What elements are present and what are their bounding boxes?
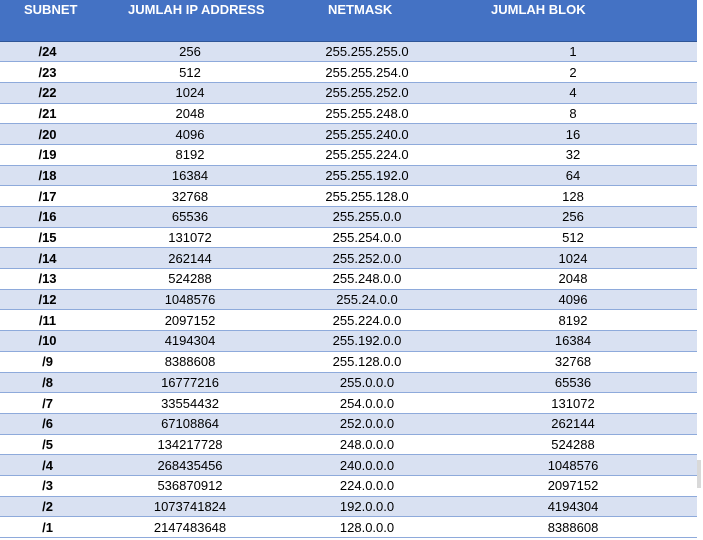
cell-ip-count: 536870912 xyxy=(95,475,285,496)
cell-subnet: /22 xyxy=(0,82,95,103)
cell-ip-count: 8192 xyxy=(95,144,285,165)
cell-netmask: 255.255.192.0 xyxy=(285,165,449,186)
cell-netmask: 255.255.248.0 xyxy=(285,103,449,124)
cell-subnet: /7 xyxy=(0,393,95,414)
table-row xyxy=(0,248,697,269)
table-row xyxy=(0,413,697,434)
cell-subnet: /20 xyxy=(0,124,95,145)
scrollbar-thumb[interactable] xyxy=(697,460,701,488)
cell-block-count: 131072 xyxy=(449,393,697,414)
header-row xyxy=(0,0,697,41)
cell-netmask: 248.0.0.0 xyxy=(285,434,449,455)
table-row xyxy=(0,103,697,124)
cell-subnet: /8 xyxy=(0,372,95,393)
cell-subnet: /5 xyxy=(0,434,95,455)
cell-netmask: 255.255.240.0 xyxy=(285,124,449,145)
table-row xyxy=(0,62,697,83)
cell-block-count: 8388608 xyxy=(449,517,697,538)
cell-netmask: 252.0.0.0 xyxy=(285,413,449,434)
table-row xyxy=(0,351,697,372)
cell-block-count: 262144 xyxy=(449,413,697,434)
cell-netmask: 224.0.0.0 xyxy=(285,475,449,496)
cell-block-count: 16 xyxy=(449,124,697,145)
cell-block-count: 64 xyxy=(449,165,697,186)
cell-netmask: 255.24.0.0 xyxy=(285,289,449,310)
table-row xyxy=(0,310,697,331)
table-row xyxy=(0,144,697,165)
cell-ip-count: 512 xyxy=(95,62,285,83)
table-row xyxy=(0,434,697,455)
cell-ip-count: 256 xyxy=(95,41,285,62)
cell-subnet: /21 xyxy=(0,103,95,124)
cell-netmask: 255.255.255.0 xyxy=(285,41,449,62)
cell-block-count: 8 xyxy=(449,103,697,124)
cell-netmask: 255.248.0.0 xyxy=(285,269,449,290)
cell-subnet: /19 xyxy=(0,144,95,165)
cell-ip-count: 2048 xyxy=(95,103,285,124)
cell-block-count: 8192 xyxy=(449,310,697,331)
cell-subnet: /23 xyxy=(0,62,95,83)
header-subnet: SUBNET xyxy=(0,0,95,41)
cell-block-count: 4 xyxy=(449,82,697,103)
vertical-scrollbar[interactable] xyxy=(697,41,703,540)
table-row xyxy=(0,165,697,186)
cell-ip-count: 4194304 xyxy=(95,331,285,352)
cell-block-count: 1048576 xyxy=(449,455,697,476)
table-row xyxy=(0,269,697,290)
cell-block-count: 256 xyxy=(449,207,697,228)
cell-ip-count: 33554432 xyxy=(95,393,285,414)
cell-subnet: /18 xyxy=(0,165,95,186)
cell-netmask: 255.255.252.0 xyxy=(285,82,449,103)
cell-netmask: 128.0.0.0 xyxy=(285,517,449,538)
cell-netmask: 240.0.0.0 xyxy=(285,455,449,476)
cell-netmask: 255.255.224.0 xyxy=(285,144,449,165)
cell-netmask: 255.224.0.0 xyxy=(285,310,449,331)
cell-block-count: 32768 xyxy=(449,351,697,372)
table-row xyxy=(0,289,697,310)
cell-netmask: 255.252.0.0 xyxy=(285,248,449,269)
cell-netmask: 255.255.254.0 xyxy=(285,62,449,83)
cell-netmask: 255.128.0.0 xyxy=(285,351,449,372)
cell-ip-count: 4096 xyxy=(95,124,285,145)
cell-subnet: /1 xyxy=(0,517,95,538)
cell-subnet: /2 xyxy=(0,496,95,517)
cell-netmask: 255.255.128.0 xyxy=(285,186,449,207)
cell-block-count: 65536 xyxy=(449,372,697,393)
cell-ip-count: 8388608 xyxy=(95,351,285,372)
cell-subnet: /3 xyxy=(0,475,95,496)
table-body xyxy=(0,41,697,538)
table-row xyxy=(0,517,697,538)
cell-subnet: /14 xyxy=(0,248,95,269)
cell-ip-count: 16777216 xyxy=(95,372,285,393)
table-row xyxy=(0,475,697,496)
cell-netmask: 192.0.0.0 xyxy=(285,496,449,517)
cell-block-count: 128 xyxy=(449,186,697,207)
cell-subnet: /24 xyxy=(0,41,95,62)
table-row xyxy=(0,41,697,62)
cell-netmask: 255.254.0.0 xyxy=(285,227,449,248)
table-header xyxy=(0,0,697,41)
cell-block-count: 2097152 xyxy=(449,475,697,496)
cell-subnet: /12 xyxy=(0,289,95,310)
cell-block-count: 32 xyxy=(449,144,697,165)
table-row xyxy=(0,186,697,207)
table-row xyxy=(0,372,697,393)
cell-ip-count: 2097152 xyxy=(95,310,285,331)
cell-block-count: 1 xyxy=(449,41,697,62)
table-row xyxy=(0,207,697,228)
cell-block-count: 2048 xyxy=(449,269,697,290)
cell-subnet: /13 xyxy=(0,269,95,290)
cell-subnet: /6 xyxy=(0,413,95,434)
cell-block-count: 524288 xyxy=(449,434,697,455)
cell-netmask: 255.0.0.0 xyxy=(285,372,449,393)
cell-ip-count: 67108864 xyxy=(95,413,285,434)
cell-ip-count: 16384 xyxy=(95,165,285,186)
cell-netmask: 255.192.0.0 xyxy=(285,331,449,352)
cell-subnet: /11 xyxy=(0,310,95,331)
cell-subnet: /10 xyxy=(0,331,95,352)
table-row xyxy=(0,227,697,248)
cell-ip-count: 2147483648 xyxy=(95,517,285,538)
table-row xyxy=(0,124,697,145)
table-row xyxy=(0,331,697,352)
cell-ip-count: 1024 xyxy=(95,82,285,103)
cell-ip-count: 131072 xyxy=(95,227,285,248)
cell-ip-count: 1048576 xyxy=(95,289,285,310)
table-row xyxy=(0,496,697,517)
table-row xyxy=(0,82,697,103)
cell-block-count: 4096 xyxy=(449,289,697,310)
cell-subnet: /17 xyxy=(0,186,95,207)
cell-ip-count: 1073741824 xyxy=(95,496,285,517)
cell-netmask: 254.0.0.0 xyxy=(285,393,449,414)
cell-subnet: /15 xyxy=(0,227,95,248)
header-block-count: JUMLAH BLOK xyxy=(449,0,697,41)
cell-block-count: 512 xyxy=(449,227,697,248)
cell-block-count: 2 xyxy=(449,62,697,83)
cell-ip-count: 524288 xyxy=(95,269,285,290)
cell-ip-count: 262144 xyxy=(95,248,285,269)
cell-block-count: 16384 xyxy=(449,331,697,352)
cell-netmask: 255.255.0.0 xyxy=(285,207,449,228)
cell-ip-count: 65536 xyxy=(95,207,285,228)
cell-ip-count: 32768 xyxy=(95,186,285,207)
cell-block-count: 1024 xyxy=(449,248,697,269)
header-netmask: NETMASK xyxy=(285,0,449,41)
cell-block-count: 4194304 xyxy=(449,496,697,517)
cell-ip-count: 134217728 xyxy=(95,434,285,455)
cell-subnet: /9 xyxy=(0,351,95,372)
table-row xyxy=(0,393,697,414)
cell-subnet: /16 xyxy=(0,207,95,228)
cell-ip-count: 268435456 xyxy=(95,455,285,476)
table-row xyxy=(0,455,697,476)
header-ip-count: JUMLAH IP ADDRESS xyxy=(95,0,285,41)
cell-subnet: /4 xyxy=(0,455,95,476)
